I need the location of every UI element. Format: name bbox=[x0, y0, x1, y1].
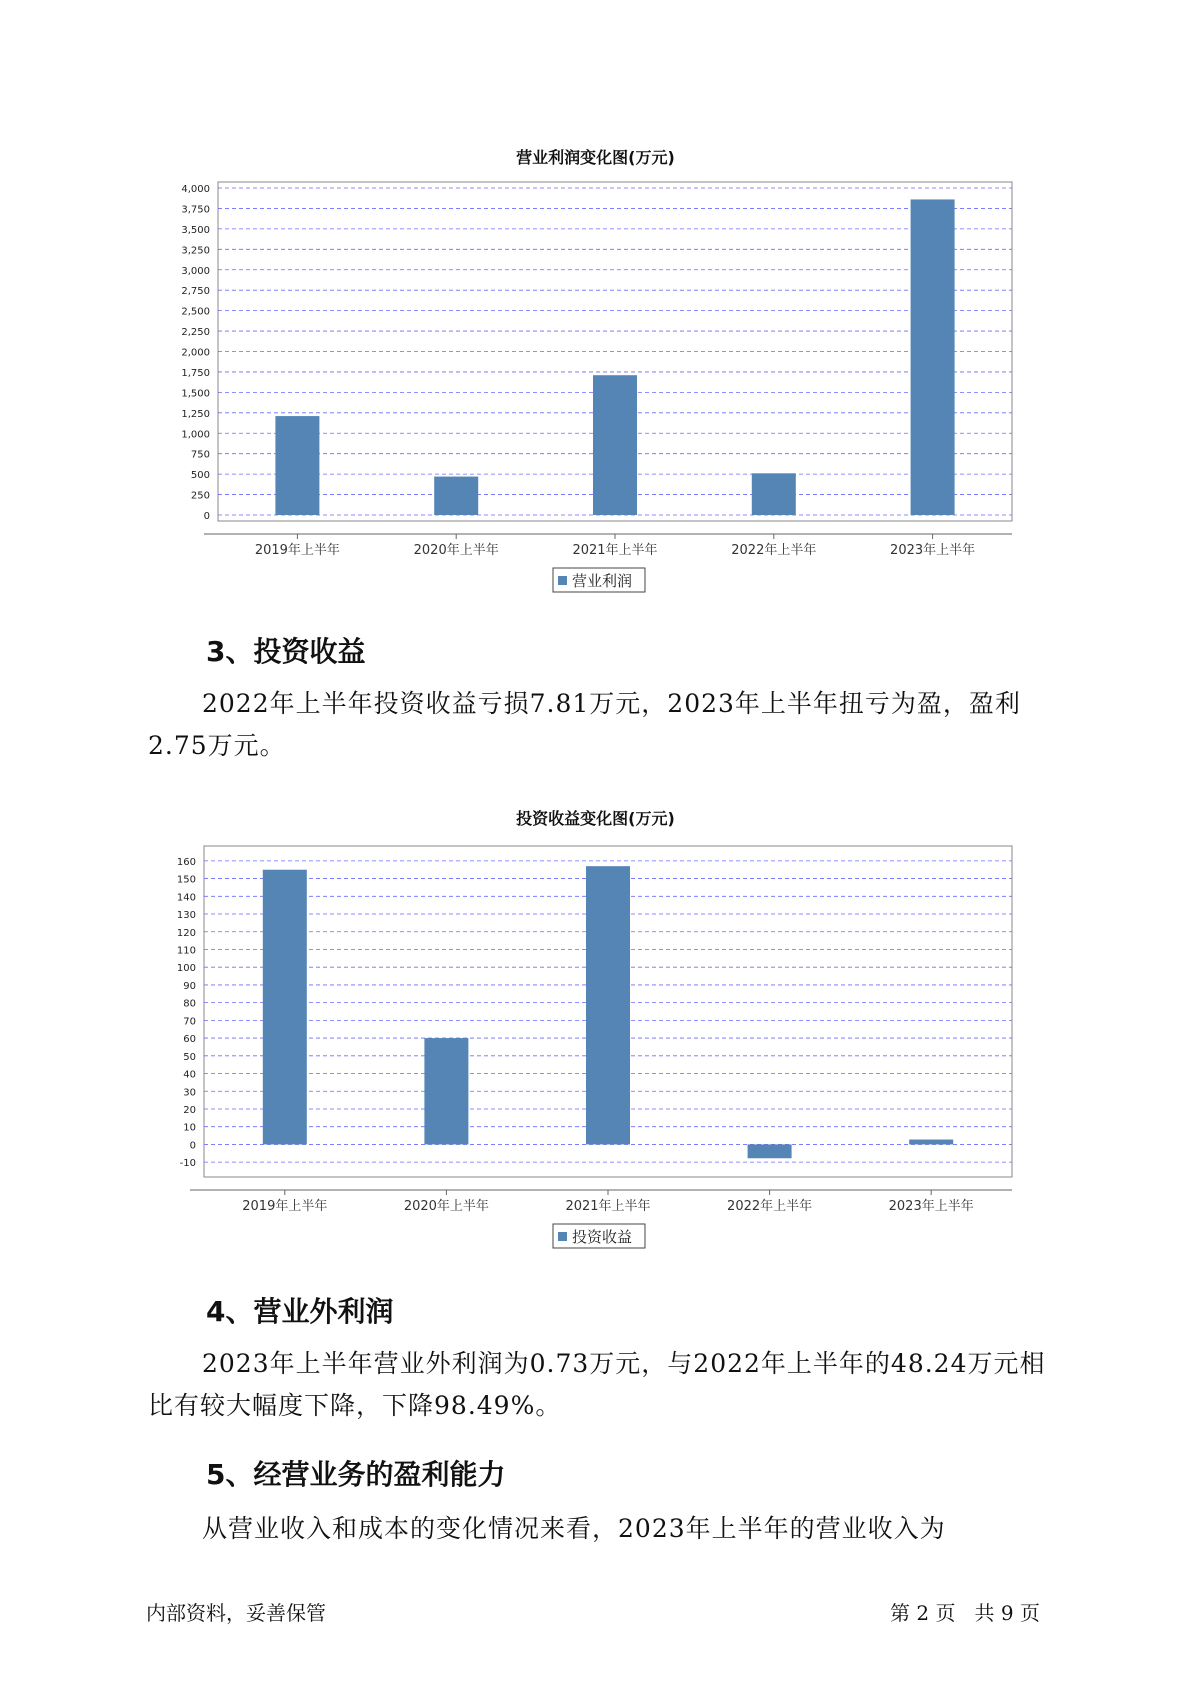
y-tick-label: 3,250 bbox=[181, 245, 210, 257]
bar bbox=[263, 870, 307, 1145]
bar bbox=[424, 1038, 468, 1144]
section-3-heading: 3、投资收益 bbox=[206, 635, 366, 668]
bar bbox=[586, 866, 630, 1144]
y-tick-label: 90 bbox=[183, 980, 196, 992]
bar bbox=[752, 473, 796, 515]
legend-swatch bbox=[558, 1232, 567, 1241]
x-tick-label: 2023年上半年 bbox=[890, 543, 976, 558]
y-tick-label: 120 bbox=[176, 927, 196, 939]
y-tick-label: 160 bbox=[176, 856, 196, 868]
section-5-text: 从营业收入和成本的变化情况来看，2023年上半年的营业收入为 bbox=[202, 1514, 946, 1543]
bar bbox=[909, 1140, 953, 1145]
x-tick-label: 2020年上半年 bbox=[413, 543, 499, 558]
legend-swatch bbox=[558, 576, 567, 585]
y-tick-label: 2,000 bbox=[181, 347, 210, 359]
y-tick-label: 70 bbox=[183, 1016, 196, 1028]
chart2-title: 投资收益变化图(万元) bbox=[516, 809, 675, 828]
x-tick-label: 2021年上半年 bbox=[572, 543, 658, 558]
footer-note: 内部资料，妥善保管 bbox=[146, 1601, 326, 1625]
y-tick-label: 80 bbox=[183, 998, 196, 1010]
y-tick-label: 2,500 bbox=[181, 306, 210, 318]
y-tick-label: 110 bbox=[176, 945, 196, 957]
x-tick-label: 2020年上半年 bbox=[403, 1199, 489, 1214]
section-3-text: 2022年上半年投资收益亏损7.81万元，2023年上半年扭亏为盈，盈利2.75万元。 bbox=[148, 689, 1021, 760]
x-tick-label: 2022年上半年 bbox=[727, 1199, 813, 1214]
x-tick-label: 2022年上半年 bbox=[731, 543, 817, 558]
investment-income-chart bbox=[0, 835, 1191, 1265]
y-tick-label: 1,500 bbox=[181, 388, 210, 400]
y-tick-label: 60 bbox=[183, 1034, 196, 1046]
x-tick-label: 2019年上半年 bbox=[254, 543, 340, 558]
y-tick-label: 2,750 bbox=[181, 286, 210, 298]
page-number: 第 2 页 共 9 页 bbox=[890, 1601, 1040, 1625]
y-tick-label: 2,250 bbox=[181, 327, 210, 339]
y-tick-label: 50 bbox=[183, 1051, 196, 1063]
y-tick-label: 1,250 bbox=[181, 408, 210, 420]
bar bbox=[911, 199, 955, 515]
y-tick-label: 0 bbox=[189, 1140, 196, 1152]
bar bbox=[748, 1144, 792, 1158]
legend-label: 营业利润 bbox=[572, 572, 633, 590]
bar bbox=[593, 375, 637, 515]
section-4-heading: 4、营业外利润 bbox=[206, 1295, 394, 1328]
y-tick-label: 0 bbox=[203, 511, 210, 522]
section-4-text: 2023年上半年营业外利润为0.73万元，与2022年上半年的48.24万元相比有较大幅度下降，下降98.49%。 bbox=[148, 1349, 1046, 1420]
y-tick-label: 150 bbox=[176, 874, 196, 886]
x-tick-label: 2021年上半年 bbox=[565, 1199, 651, 1214]
y-tick-label: 3,500 bbox=[181, 224, 210, 236]
x-tick-label: 2023年上半年 bbox=[888, 1199, 974, 1214]
y-tick-label: 40 bbox=[183, 1069, 196, 1081]
y-tick-label: 130 bbox=[176, 910, 196, 922]
y-tick-label: 500 bbox=[190, 470, 210, 482]
chart1-title: 营业利润变化图(万元) bbox=[516, 148, 675, 167]
bar bbox=[434, 477, 478, 515]
y-tick-label: 100 bbox=[176, 963, 196, 975]
y-tick-label: 1,750 bbox=[181, 367, 210, 379]
x-tick-label: 2019年上半年 bbox=[242, 1199, 328, 1214]
y-tick-label: 140 bbox=[176, 892, 196, 904]
section-5-heading: 5、经营业务的盈利能力 bbox=[206, 1458, 506, 1491]
y-tick-label: 4,000 bbox=[181, 184, 210, 195]
y-tick-label: 3,000 bbox=[181, 265, 210, 277]
bar bbox=[275, 416, 319, 515]
y-tick-label: 20 bbox=[183, 1104, 196, 1116]
y-tick-label: 3,750 bbox=[181, 204, 210, 216]
y-tick-label: 10 bbox=[183, 1122, 196, 1134]
y-tick-label: -10 bbox=[179, 1158, 196, 1170]
legend-label: 投资收益 bbox=[572, 1228, 633, 1246]
y-tick-label: 750 bbox=[190, 449, 210, 461]
operating-profit-chart bbox=[0, 170, 1191, 600]
y-tick-label: 30 bbox=[183, 1087, 196, 1099]
y-tick-label: 1,000 bbox=[181, 429, 210, 441]
y-tick-label: 250 bbox=[190, 490, 210, 502]
